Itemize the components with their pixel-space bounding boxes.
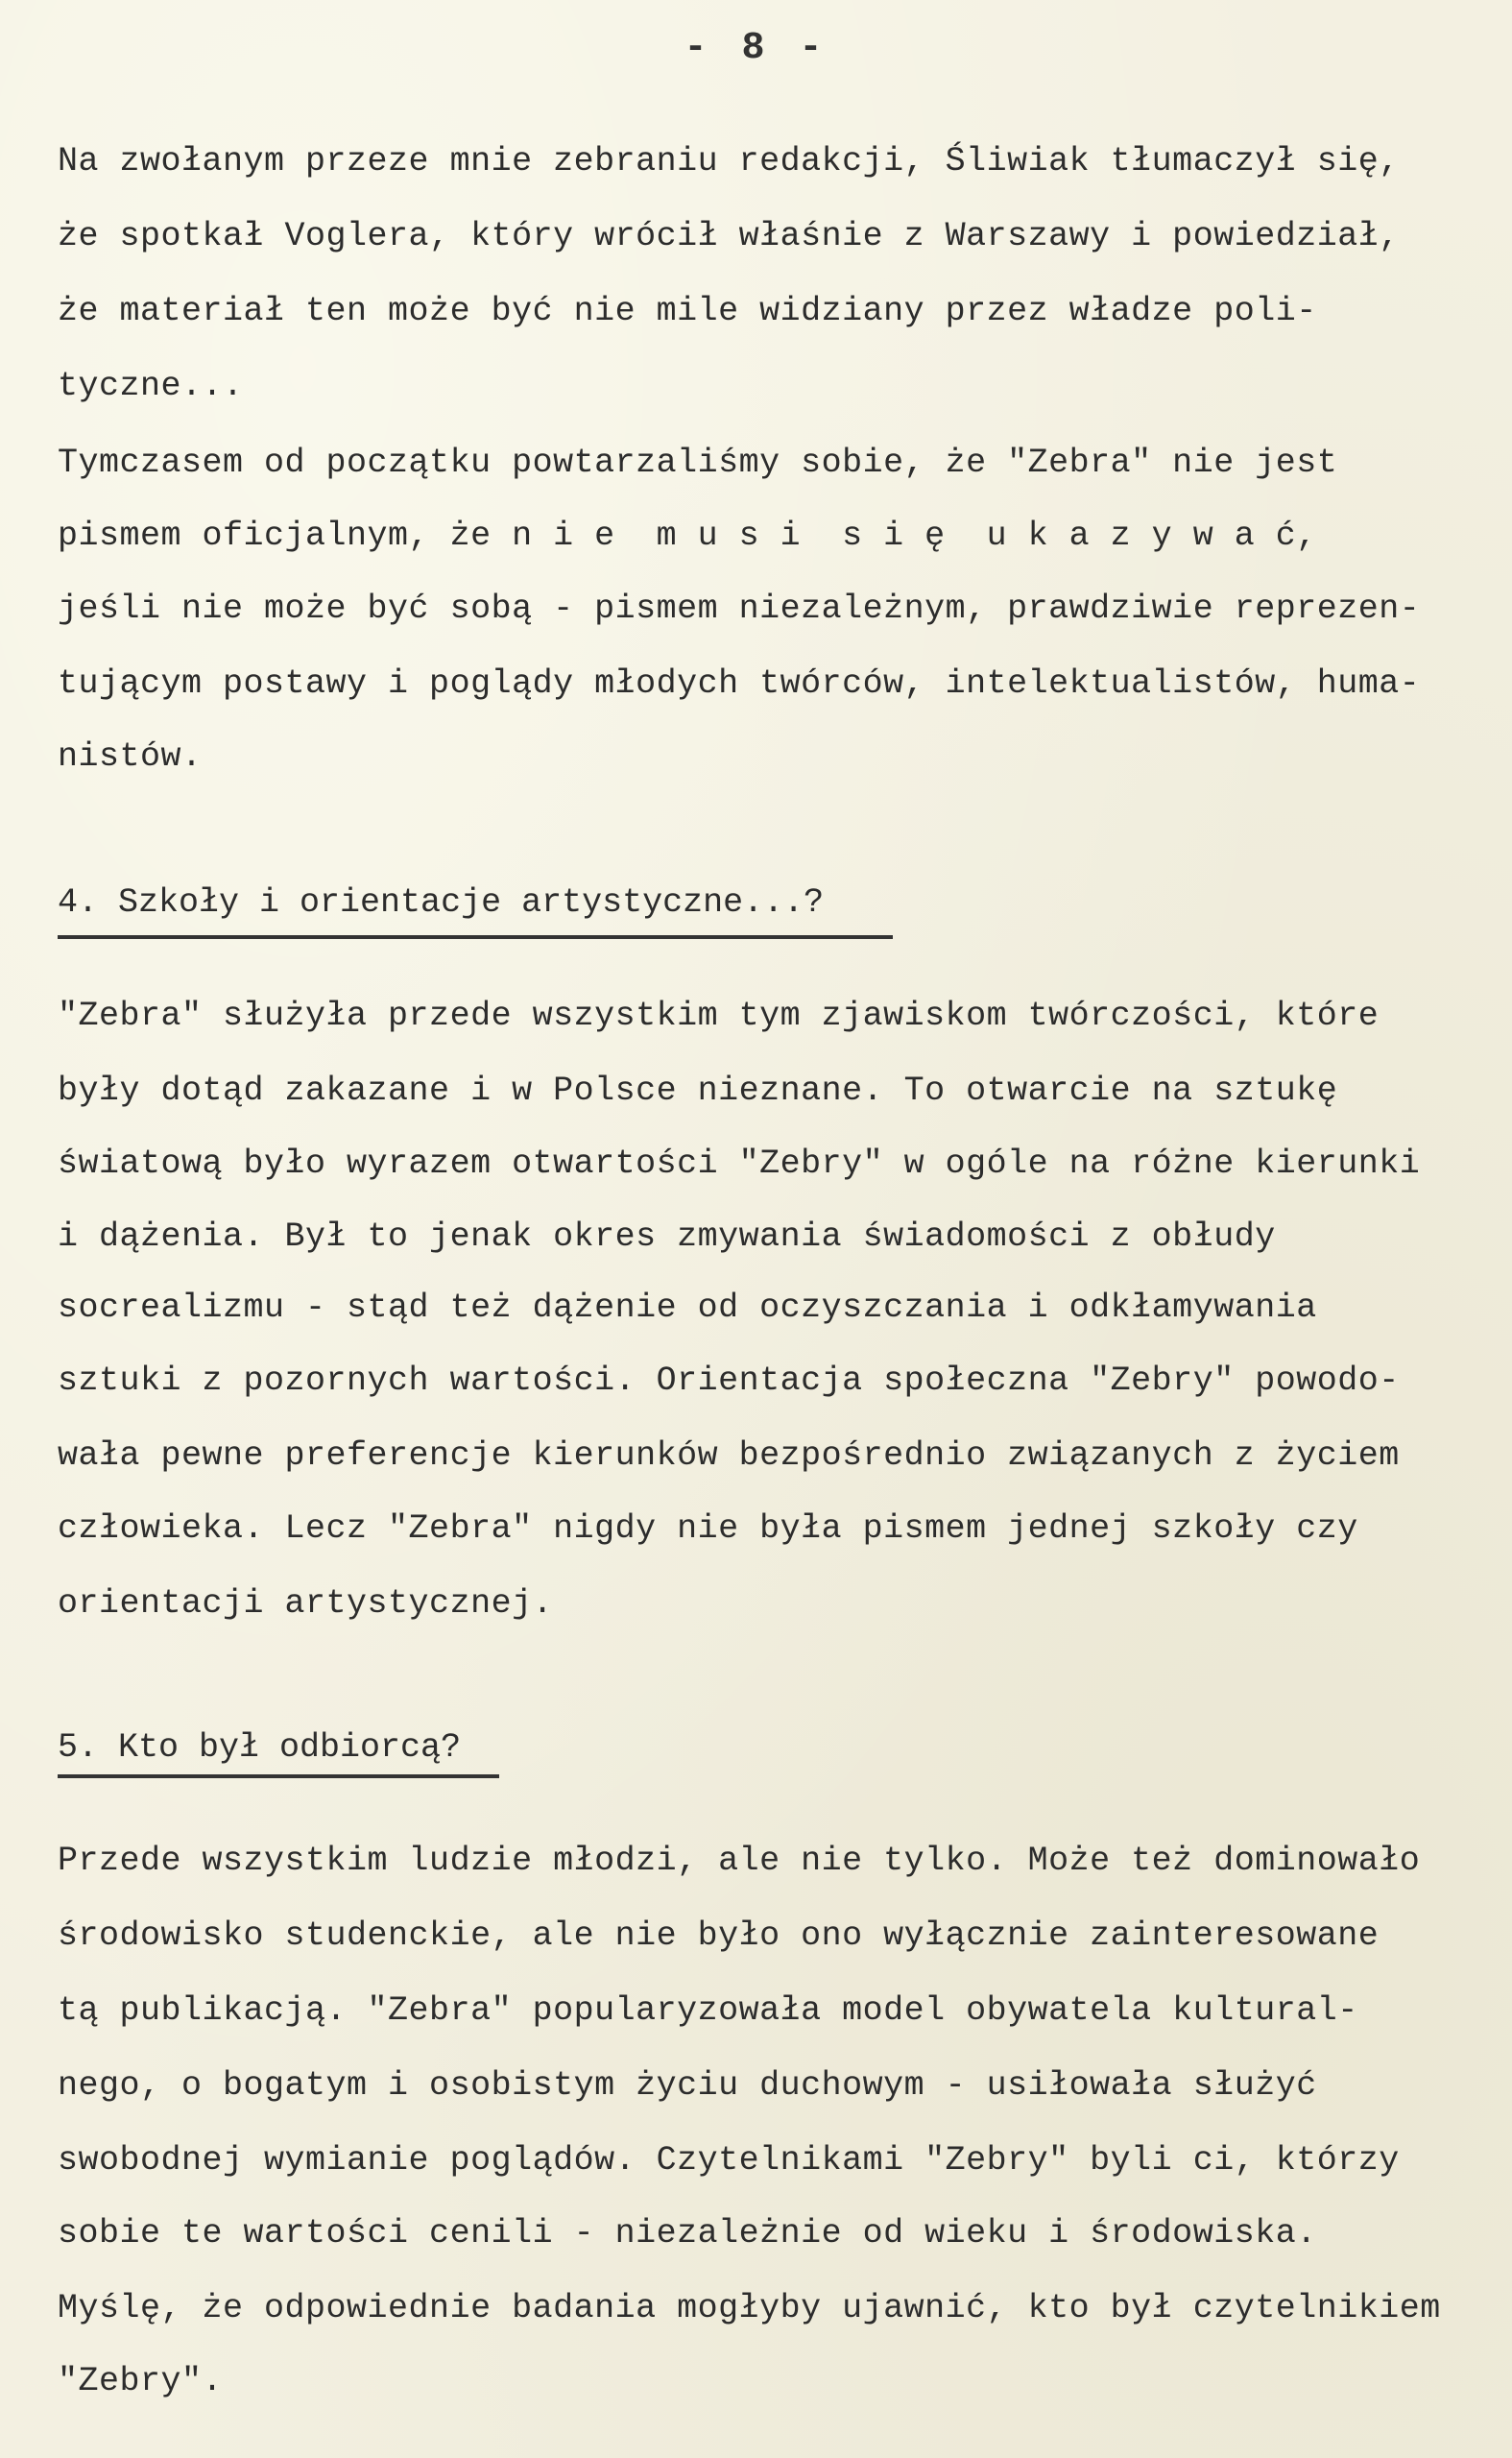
paragraph-1-line: Na zwołanym przeze mnie zebraniu redakcji, Śliwiak tłumaczył się, [58, 142, 1400, 181]
section-5-line: środowisko studenckie, ale nie było ono wyłącznie zainteresowane [58, 1916, 1380, 1955]
section-4-line: "Zebra" służyła przede wszystkim tym zjawiskom twórczości, które [58, 997, 1380, 1035]
section-4-line: orientacji artystycznej. [58, 1584, 554, 1623]
section-5-line: swobodnej wymianie poglądów. Czytelnikami "Zebry" byli ci, którzy [58, 2141, 1400, 2180]
paragraph-2-line: pismem oficjalnym, że n i e m u s i s i ę u k a z y w a ć, [58, 517, 1317, 555]
section-5-line: nego, o bogatym i osobistym życiu duchowym - usiłowała służyć [58, 2066, 1317, 2105]
section-5-heading-underline [58, 1774, 499, 1778]
section-4-line: wała pewne preferencje kierunków bezpośrednio związanych z życiem [58, 1436, 1400, 1475]
paragraph-1-line: że spotkał Voglera, który wrócił właśnie z Warszawy i powiedział, [58, 217, 1400, 255]
paragraph-2-line: Tymczasem od początku powtarzaliśmy sobie, że "Zebra" nie jest [58, 444, 1338, 482]
paragraph-2-line: nistów. [58, 737, 203, 776]
paragraph-2-line: jeśli nie może być sobą - pismem niezależnym, prawdziwie reprezen- [58, 590, 1421, 628]
section-5-line: tą publikacją. "Zebra" popularyzowała model obywatela kultural- [58, 1991, 1358, 2030]
section-4-heading-underline [58, 935, 893, 939]
section-4-line: światową było wyrazem otwartości "Zebry" w ogóle na różne kierunki [58, 1145, 1421, 1183]
paragraph-1-line: że materiał ten może być nie mile widziany przez władze poli- [58, 292, 1317, 330]
section-5-line: Przede wszystkim ludzie młodzi, ale nie tylko. Może też dominowało [58, 1842, 1421, 1880]
section-4-line: sztuki z pozornych wartości. Orientacja społeczna "Zebry" powodo- [58, 1362, 1400, 1400]
section-4-line: i dążenia. Był to jenak okres zmywania świadomości z obłudy [58, 1217, 1276, 1256]
section-5-line: "Zebry". [58, 2362, 224, 2400]
section-4-line: człowieka. Lecz "Zebra" nigdy nie była pismem jednej szkoły czy [58, 1509, 1358, 1548]
section-5-line: Myślę, że odpowiednie badania mogłyby ujawnić, kto był czytelnikiem [58, 2289, 1441, 2327]
section-4-line: socrealizmu - stąd też dążenie od oczyszczania i odkłamywania [58, 1289, 1317, 1327]
paragraph-2-line: tującym postawy i poglądy młodych twórców, intelektualistów, huma- [58, 664, 1421, 703]
page-number: - 8 - [684, 27, 828, 70]
section-4-heading: 4. Szkoły i orientacje artystyczne...? [58, 883, 825, 922]
section-5-heading: 5. Kto był odbiorcą? [58, 1728, 462, 1767]
section-4-line: były dotąd zakazane i w Polsce nieznane. To otwarcie na sztukę [58, 1072, 1338, 1110]
paragraph-1-line: tyczne... [58, 367, 244, 405]
section-5-line: sobie te wartości cenili - niezależnie od wieku i środowiska. [58, 2214, 1317, 2253]
